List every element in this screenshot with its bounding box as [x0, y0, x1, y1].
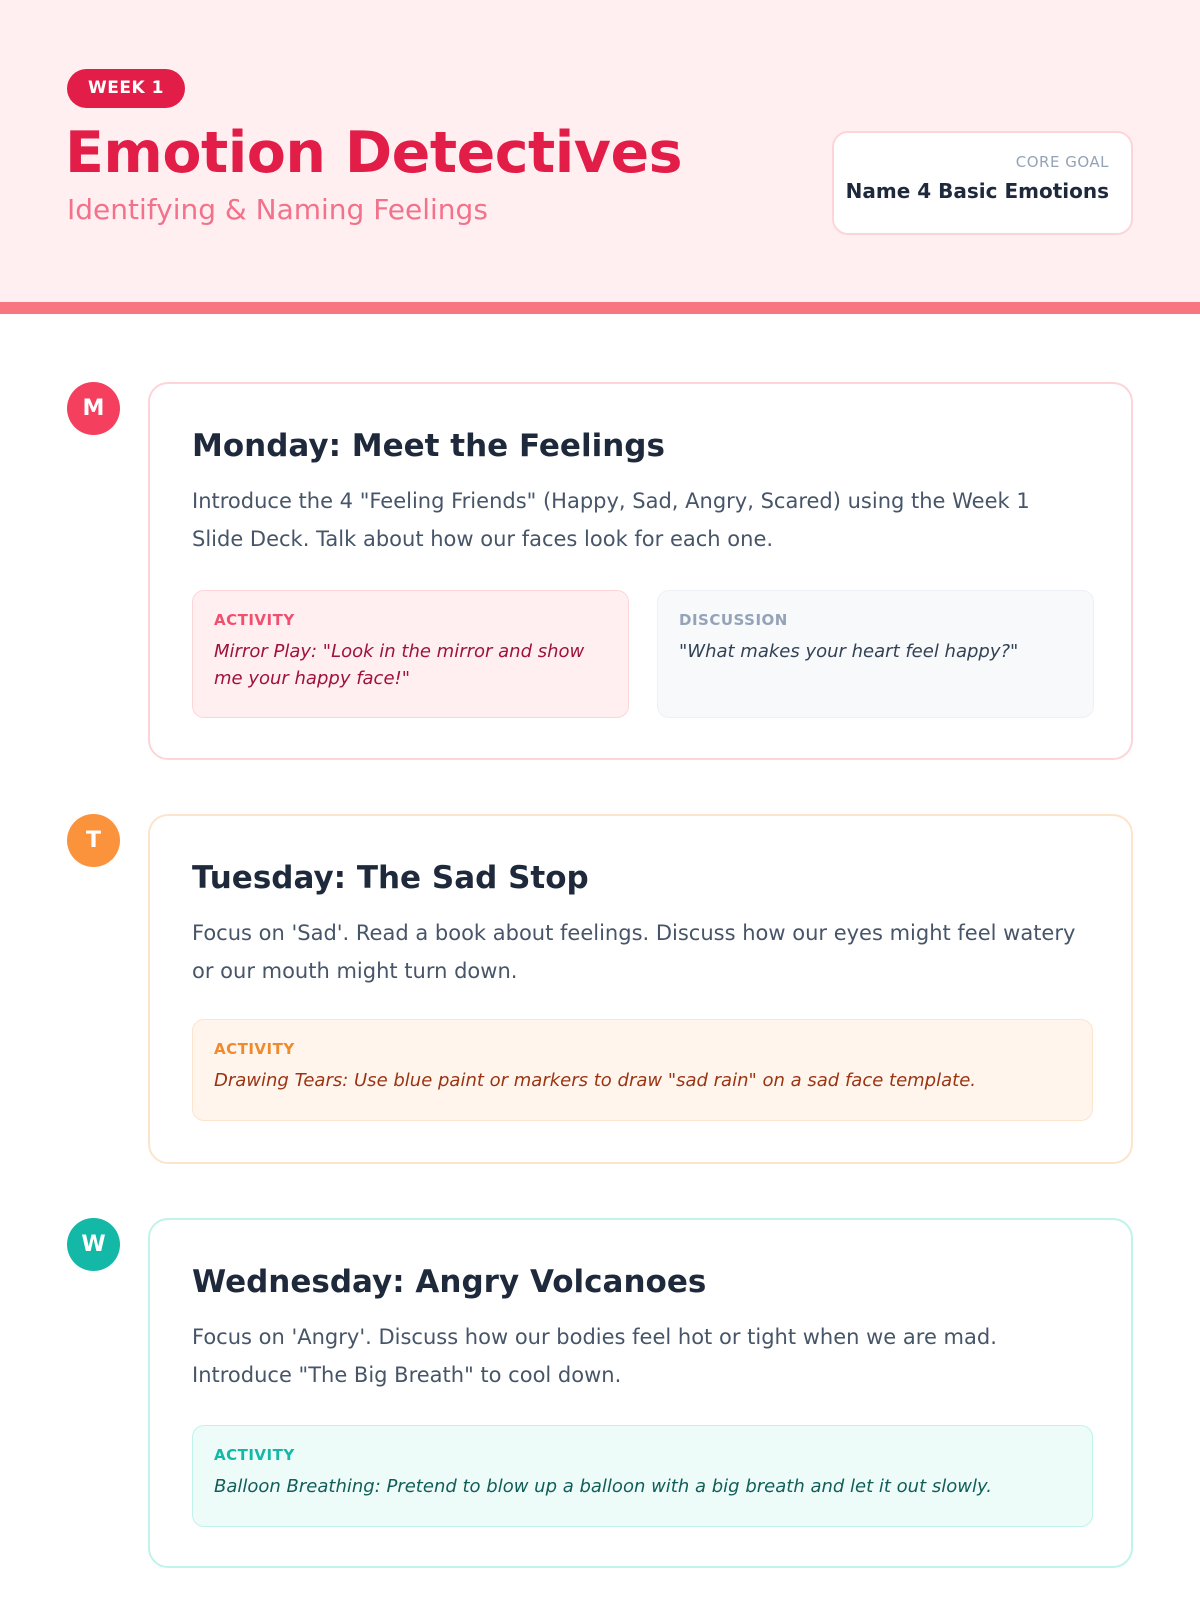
activity-label: ACTIVITY: [214, 1040, 295, 1058]
day-card-tuesday: [148, 814, 1133, 1164]
day-title: Wednesday: Angry Volcanoes: [192, 1264, 707, 1300]
discussion-label: DISCUSSION: [679, 611, 788, 629]
core-goal-card: [832, 131, 1133, 235]
activity-text: Balloon Breathing: Pretend to blow up a balloon with a big breath and let it out slowly.: [214, 1476, 992, 1497]
page-subtitle: Identifying & Naming Feelings: [67, 193, 488, 226]
activity-text: Drawing Tears: Use blue paint or markers to draw "sad rain" on a sad face template.: [214, 1070, 976, 1091]
day-boxes: [192, 1019, 1093, 1121]
day-description: Focus on 'Sad'. Read a book about feelings. Discuss how our eyes might feel watery or our mouth might turn down.: [192, 921, 1076, 983]
day-title: Monday: Meet the Feelings: [192, 428, 665, 464]
discussion-box: [657, 590, 1094, 718]
header-divider: [0, 302, 1200, 314]
activity-label: ACTIVITY: [214, 611, 295, 629]
discussion-text: "What makes your heart feel happy?": [679, 641, 1019, 662]
day-title: Tuesday: The Sad Stop: [192, 860, 589, 896]
day-avatar-monday: M: [67, 382, 120, 435]
week-badge: WEEK 1: [67, 69, 185, 108]
day-card-wednesday: [148, 1218, 1133, 1568]
day-avatar-wednesday: W: [67, 1218, 120, 1271]
day-description: Focus on 'Angry'. Discuss how our bodies feel hot or tight when we are mad. Introduce "The Big Breath" to cool down.: [192, 1325, 997, 1387]
activity-box: [192, 1019, 1093, 1121]
day-boxes: [192, 590, 1094, 718]
activity-label: ACTIVITY: [214, 1446, 295, 1464]
day-avatar-tuesday: T: [67, 814, 120, 867]
core-goal-value: Name 4 Basic Emotions: [845, 179, 1109, 203]
activity-text: Mirror Play: "Look in the mirror and show me your happy face!": [214, 641, 585, 689]
day-description: Introduce the 4 "Feeling Friends" (Happy, Sad, Angry, Scared) using the Week 1 Slide Deck. Talk about how our faces look for each one.: [192, 489, 1030, 551]
activity-box: [192, 1425, 1093, 1527]
page-title: Emotion Detectives: [65, 120, 683, 186]
activity-box: [192, 590, 629, 718]
day-card-monday: [148, 382, 1133, 760]
core-goal-label: CORE GOAL: [1015, 153, 1109, 171]
day-boxes: [192, 1425, 1093, 1527]
